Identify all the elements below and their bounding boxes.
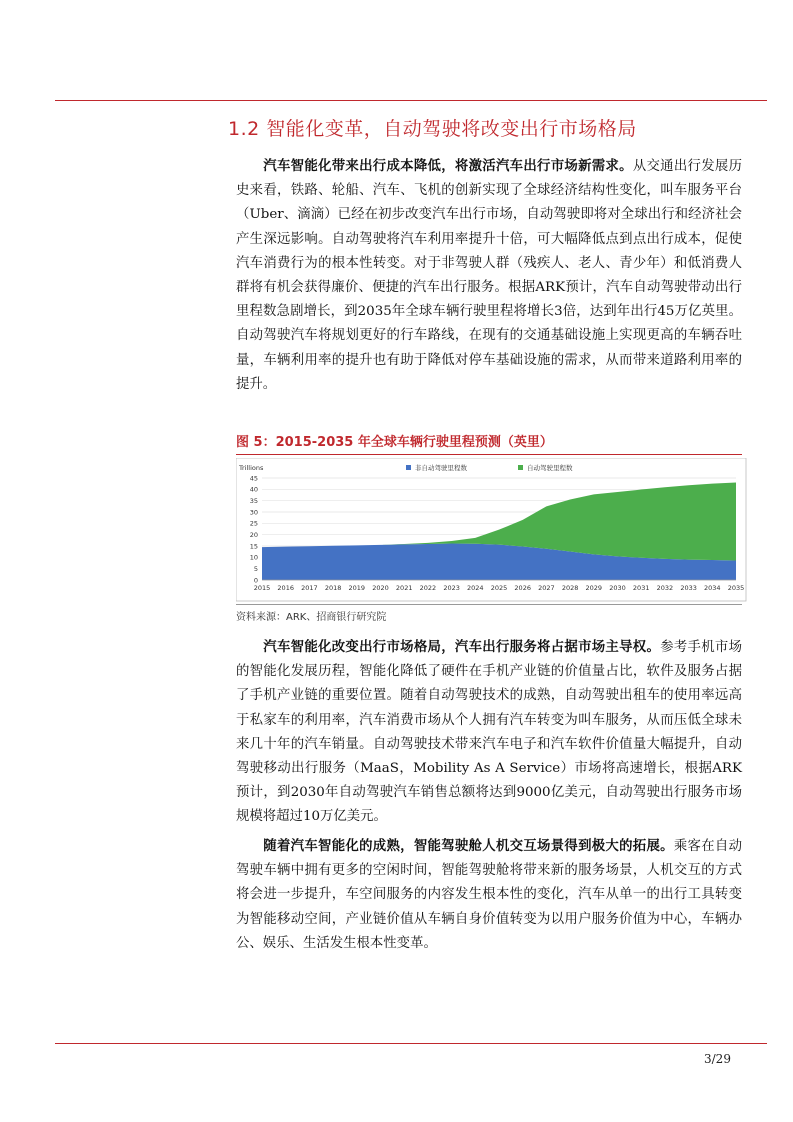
paragraph-1-body: 从交通出行发展历史来看，铁路、轮船、汽车、飞机的创新实现了全球经济结构性变化，叫车服务平台（Uber、滴滴）已经在初步改变汽车出行市场，自动驾驶即将对全球出行和经济社会产生深远影响。自动驾驶将汽车利用率提升十倍，可大幅降低点到点出行成本，促使汽车消费行为的根本性转变。对于非驾驶人群（残疾人、老人、青少年）和低消费人群将有机会获得廉价、便捷的汽车出行服务。根据ARK预计，汽车自动驾驶带动出行里程数急剧增长，到2035年全球车辆行驶里程将增长3倍，达到年出行45万亿英里。自动驾驶汽车将规划更好的行车路线，在现有的交通基础设施上实现更高的车辆吞吐量，车辆利用率的提升也有助于降低对停车基础设施的需求，从而带来道路利用率的提升。 (236, 159, 743, 392)
header-rule (55, 100, 767, 101)
x-tick-label: 2018 (324, 584, 342, 592)
y-axis-label: Trillions (239, 464, 264, 472)
x-tick-label: 2028 (561, 584, 579, 592)
paragraph-1-lead: 汽车智能化带来出行成本降低，将激活汽车出行市场新需求。 (263, 158, 633, 174)
x-tick-label: 2020 (372, 584, 389, 592)
y-tick-label: 25 (249, 519, 258, 528)
legend-swatch-0 (406, 465, 411, 470)
y-tick-label: 5 (253, 564, 258, 573)
x-tick-label: 2029 (585, 584, 603, 592)
footer-rule (55, 1043, 767, 1044)
paragraph-3-body: 乘客在自动驾驶车辆中拥有更多的空闲时间，智能驾驶舱将带来新的服务场景，人机交互的方式将会进一步提升，车空间服务的内容发生根本性的变化，汽车从单一的出行工具转变为智能移动空间，产业链价值从车辆自身价值转变为以用户服务价值为中心，车辆办公、娱乐、生活发生根本性变革。 (236, 839, 743, 951)
page-number: 3/29 (704, 1052, 731, 1066)
x-tick-label: 2025 (490, 584, 508, 592)
x-tick-label: 2030 (609, 584, 626, 592)
x-tick-label: 2033 (680, 584, 697, 592)
figure-title: 图 5：2015-2035 年全球车辆行驶里程预测（英里） (236, 435, 553, 450)
x-tick-label: 2026 (514, 584, 531, 592)
paragraph-3 (236, 834, 742, 956)
x-tick-label: 2016 (277, 584, 294, 592)
paragraph-3-lead: 随着汽车智能化的成熟，智能驾驶舱人机交互场景得到极大的拓展。 (263, 838, 674, 854)
x-tick-label: 2035 (727, 584, 745, 592)
y-tick-label: 45 (249, 474, 258, 483)
x-tick-label: 2024 (467, 584, 484, 592)
y-tick-label: 10 (249, 553, 258, 562)
x-tick-label: 2021 (395, 584, 413, 592)
y-tick-label: 0 (253, 576, 258, 585)
x-tick-label: 2022 (419, 584, 437, 592)
x-tick-label: 2017 (301, 584, 318, 592)
x-tick-label: 2023 (443, 584, 460, 592)
legend-swatch-1 (518, 465, 523, 470)
figure-title-rule (236, 454, 742, 455)
figure-source: 资料来源：ARK、招商银行研究院 (236, 612, 387, 623)
legend-label-0: 非自动驾驶里程数 (415, 464, 467, 472)
paragraph-1 (236, 154, 742, 397)
figure-source-rule (236, 604, 742, 605)
paragraph-2 (236, 635, 742, 830)
y-tick-label: 40 (249, 485, 258, 494)
y-tick-label: 35 (249, 496, 258, 505)
x-tick-label: 2034 (704, 584, 721, 592)
y-tick-label: 20 (249, 530, 258, 539)
paragraph-2-lead: 汽车智能化改变出行市场格局，汽车出行服务将占据市场主导权。 (263, 639, 661, 655)
y-tick-label: 30 (249, 508, 258, 517)
x-tick-label: 2032 (656, 584, 674, 592)
y-tick-label: 15 (249, 542, 258, 551)
mileage-area-chart (236, 458, 748, 602)
x-tick-label: 2027 (538, 584, 555, 592)
paragraph-2-body: 参考手机市场的智能化发展历程，智能化降低了硬件在手机产业链的价值量占比，软件及服务占据了手机产业链的重要位置。随着自动驾驶技术的成熟，自动驾驶出租车的使用率远高于私家车的利用率，汽车消费市场从个人拥有汽车转变为叫车服务，从而压低全球未来几十年的汽车销量。自动驾驶技术带来汽车电子和汽车软件价值量大幅提升，自动驾驶移动出行服务（MaaS，Mobility As A Service）市场将高速增长，根据ARK预计，到2030年自动驾驶汽车销售总额将达到9000亿美元，自动驾驶出行服务市场规模将超过10万亿美元。 (236, 640, 743, 825)
section-title: 1.2 智能化变革，自动驾驶将改变出行市场格局 (228, 118, 637, 140)
x-tick-label: 2019 (348, 584, 366, 592)
legend-label-1: 自动驾驶里程数 (527, 464, 573, 472)
x-tick-label: 2031 (632, 584, 650, 592)
x-tick-label: 2015 (253, 584, 271, 592)
